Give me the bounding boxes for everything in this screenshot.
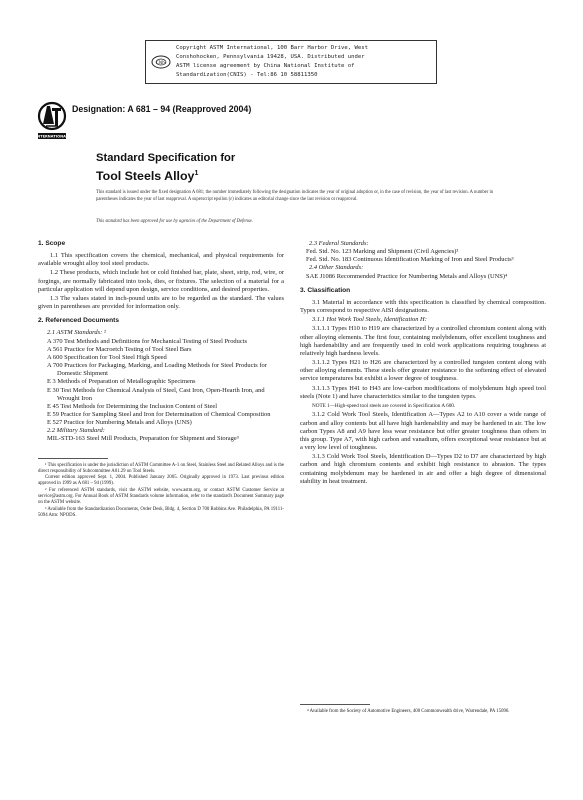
right-column [300, 240, 546, 487]
scope-1-2: 1.2 These products, which include hot or cold finished bar, plate, sheet, strip, rod, wire, or forgings, are normally fabricated into tools, dies, or fixtures. The selection of a material for a particular application will depend upon design, service conditions, and desired properties. [38, 269, 284, 293]
scope-1-1: 1.1 This specification covers the chemical, mechanical, and physical requirements for available wrought alloy tool steel products. [38, 252, 284, 268]
classification-3-1-1 [300, 316, 546, 324]
reference-item: E 45 Test Methods for Determining the Inclusion Content of Steel [47, 402, 217, 410]
footnote: ⁴ Available from the Society of Automotive Engineers, 400 Commonwealth drive, Warrendale, PA 15096. [307, 709, 510, 714]
footnote: ² For referenced ASTM standards, visit the ASTM website, www.astm.org, or contact ASTM Customer Service at service@astm.org. For Annual Book of ASTM Standards volume information, refer to the standard's Document Summary page on the ASTM website. [38, 487, 284, 506]
cnis-logo-text: CNIS [156, 60, 166, 65]
reference-item: E 30 Test Methods for Chemical Analysis of Steel, Cast Iron, Open-Hearth Iron, and Wrought Iron [47, 386, 265, 402]
title-line-1: Standard Specification for [96, 152, 236, 164]
classification-heading: 3. Classification [300, 286, 351, 294]
left-column [38, 240, 284, 519]
logo-caption: INTERNATIONAL [35, 134, 69, 139]
federal-standards-heading: 2.3 Federal Standards: [309, 240, 369, 247]
classification-3-1-1-3: 3.1.1.3 Types H41 to H43 are low-carbon modifications of molybdenum high speed tool steels (Note 1) and have characteristics similar to the tungsten types. [300, 384, 546, 400]
classification-3-1-3: 3.1.3 Cold Work Tool Steels, Identification D—Types D2 to D7 are characterized by high carbon and high chromium contents and exhibit high resistance to abrasion. The types containing molybdenum may be hardened in air and offer a high degree of dimensional stability in heat treatment. [300, 453, 546, 485]
copyright-stamp [145, 40, 437, 84]
reference-item: E 527 Practice for Numbering Metals and Alloys (UNS) [47, 419, 192, 427]
classification-3-1-1-2: 3.1.1.2 Types H21 to H26 are characterized by a controlled tungsten content along with other alloying elements. These steels offer greater resistance to the softening effect of elevated service temperatures but exhibit a lower degree of toughness. [300, 359, 546, 383]
stamp-line: ASTM license agreement by China National Institute of [176, 63, 355, 69]
classification-3-1-2: 3.1.2 Cold Work Tool Steels, Identification A—Types A2 to A10 cover a wide range of carbon and alloy contents but all have high hardenability and may be hardened in air. The low carbon Types A8 and A9 have less wear resistance but offer greater toughness than others in this group. Type A7, with high carbon and vanadium, offers exceptional wear resistance but at a very low level of toughness. [300, 411, 546, 452]
issued-note: This standard is issued under the fixed designation A 681; the number immediately following the designation indicates the year of original adoption or, in the case of revision, the year of last revision. A number in parentheses indicates the year of last reapproval. A superscript epsilon (ε) indicates an editorial change since the last revision or reapproval. [96, 190, 494, 202]
classification-3-1-1-1: 3.1.1.1 Types H10 to H19 are characterized by a controlled chromium content along with other alloying elements. The first four, containing molybdenum, offer excellent toughness and high hardenability and are frequently used in cold work applications requiring toughness at relatively high hardness levels. [300, 325, 546, 357]
document-title [96, 151, 235, 184]
stamp-line: Copyright ASTM International, 100 Barr Harbor Drive, West [176, 45, 368, 51]
reference-item: A 561 Practice for Macroetch Testing of Tool Steel Bars [47, 345, 192, 353]
other-standards-heading: 2.4 Other Standards: [309, 264, 364, 272]
stamp-text [176, 44, 432, 80]
footnote-rule [300, 704, 370, 705]
right-footnotes [300, 704, 546, 715]
reference-item: Fed. Std. No. 123 Marking and Shipment (Civil Agencies)³ [306, 248, 459, 256]
reference-item: Fed. Std. No. 183 Continuous Identification Marking of Iron and Steel Products³ [306, 256, 514, 264]
stamp-line: Conshohocken, Pennsylvania 19428, USA. Distributed under [176, 54, 365, 60]
cnis-logo-icon [151, 54, 171, 70]
reference-item: E 59 Practice for Sampling Steel and Iron for Determination of Chemical Composition [47, 410, 271, 418]
note-1: NOTE 1—High-speed tool steels are covered in Specification A 600. [312, 402, 456, 409]
reference-item: A 700 Practices for Packaging, Marking, and Loading Methods for Steel Products for Domestic Shipment [47, 362, 267, 378]
footnote-rule [38, 458, 108, 459]
reference-item: MIL-STD-163 Steel Mill Products, Preparation for Shipment and Storage³ [47, 435, 239, 443]
footnote: ³ Available from the Standardization Documents, Order Desk, Bldg. 4, Section D 700 Robbins Ave. Philadelphia, PA 19111-5094 Attn: NPODS. [38, 506, 284, 518]
designation: Designation: A 681 – 94 (Reapproved 2004) [72, 104, 252, 114]
hot-work-heading: 3.1.1 Hot Work Tool Steels, Identification H: [312, 316, 427, 324]
military-standard-heading: 2.2 Military Standard: [47, 427, 105, 435]
astm-standards-heading: 2.1 ASTM Standards: ² [47, 329, 106, 337]
scope-1-3: 1.3 The values stated in inch-pound units are to be regarded as the standard. The values given in parentheses are provided for information only. [38, 294, 284, 311]
reference-item: A 370 Test Methods and Definitions for Mechanical Testing of Steel Products [47, 337, 247, 345]
classification-3-1: 3.1 Material in accordance with this specification is classified by chemical composition. Types correspond to respective AISI designations. [300, 298, 546, 315]
title-text: Tool Steels Alloy [96, 169, 195, 184]
reference-item: A 600 Specification for Tool Steel High Speed [47, 353, 167, 361]
title-footnote-marker: 1 [194, 170, 199, 177]
scope-heading: 1. Scope [38, 240, 66, 247]
footnote: Current edition approved Sept. 1, 2004. Published January 2005. Originally approved in 1973. Last previous edition approved in 1999 as A 681 – 94 (1999). [38, 475, 284, 487]
referenced-documents-heading: 2. Referenced Documents [38, 317, 119, 325]
astm-logo-icon [35, 96, 69, 158]
title-line-2 [96, 166, 235, 184]
stamp-line: Standardization(CNIS) - Tel:86 10 58811350 [176, 72, 318, 78]
reference-item: E 3 Methods of Preparation of Metallographic Specimens [47, 378, 196, 386]
footnote: ¹ This specification is under the jurisdiction of ASTM Committee A-1 on Steel, Stainless Steel and Related Alloys and is the direct responsibility of Subcommittee A01.29 on Tool Steels. [38, 462, 284, 474]
reference-item: SAE J1086 Recommended Practice for Numbering Metals and Alloys (UNS)⁴ [306, 272, 508, 280]
approved-note: This standard has been approved for use by agencies of the Department of Defense. [96, 219, 253, 224]
